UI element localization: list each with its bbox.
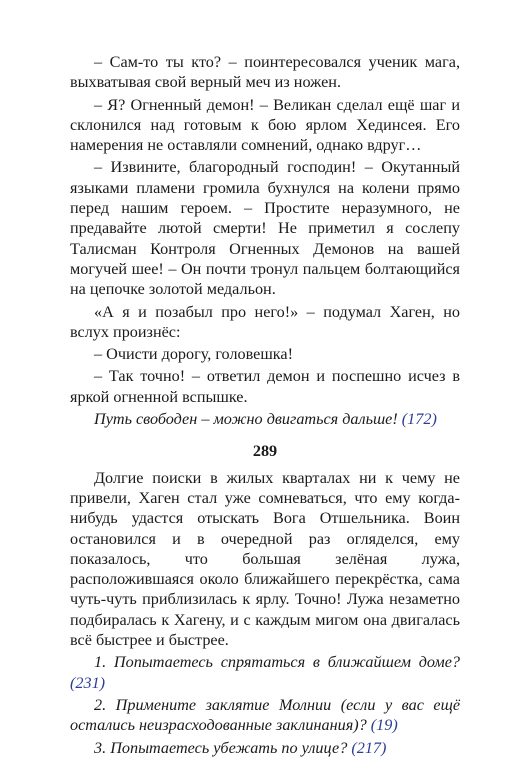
story-paragraph: – Сам-то ты кто? – поинтересовался ученик мага, выхватывая свой верный меч из ножен.: [70, 53, 460, 92]
choice-lightning: [70, 695, 460, 736]
section-number: 289: [252, 442, 278, 461]
story-paragraph: – Так точно! – ответил демон и поспешно исчез в яркой огненной вспышке.: [70, 367, 460, 406]
book-page: [70, 52, 460, 760]
section-link-217[interactable]: (217): [351, 738, 387, 757]
choice-continue: [70, 409, 460, 429]
choice-text: Путь свободен – можно двигаться дальше!: [94, 410, 402, 429]
story-paragraph: – Я? Огненный демон! – Великан сделал ещё шаг и склонился над готовым к бою ярлом Хединсея. Его намерения не оставляли сомнений, однако вдруг…: [70, 95, 460, 155]
story-paragraph: – Извините, благородный господин! – Окутанный языками пламени громила бухнулся на колени прямо перед нашим героем. – Простите неразумного, не предавайте лютой смерти! Не приметил я сослепу Талисман Контроля Огненных Демонов на вашей могучей шее! – Он почти тронул пальцем болтающийся на цепочке золотой медальон.: [70, 158, 460, 299]
story-paragraph: Долгие поиски в жилых кварталах ни к чему не привели, Хаген стал уже сомневаться, что ему когда-нибудь удастся отыскать Вога Отшельника. Воин остановился и в очередной раз огляделся, ему показалось, что большая зелёная лужа, расположившаяся около ближайшего перекрёстка, сама чуть-чуть приблизилась к ярлу. Точно! Лужа незаметно подбиралась к Хагену, и с каждым мигом она двигалась всё быстрее и быстрее.: [70, 468, 460, 650]
section-link-19[interactable]: (19): [370, 716, 398, 735]
story-paragraph: – Очисти дорогу, головешка!: [94, 345, 294, 364]
choice-text: 1. Попытаетесь спрятаться в ближайшем доме?: [94, 653, 460, 672]
choice-run: [70, 738, 460, 758]
section-link-172[interactable]: (172): [401, 410, 437, 429]
choice-hide: [70, 652, 460, 693]
story-paragraph: «А я и позабыл про него!» – подумал Хаген, но вслух произнёс:: [70, 302, 460, 341]
choice-text: 3. Попытаетесь убежать по улице?: [94, 738, 352, 757]
section-link-231[interactable]: (231): [70, 673, 106, 692]
choice-text: 2. Примените заклятие Молнии (если у вас ещё остались неизрасходованные заклинания)?: [70, 695, 460, 735]
